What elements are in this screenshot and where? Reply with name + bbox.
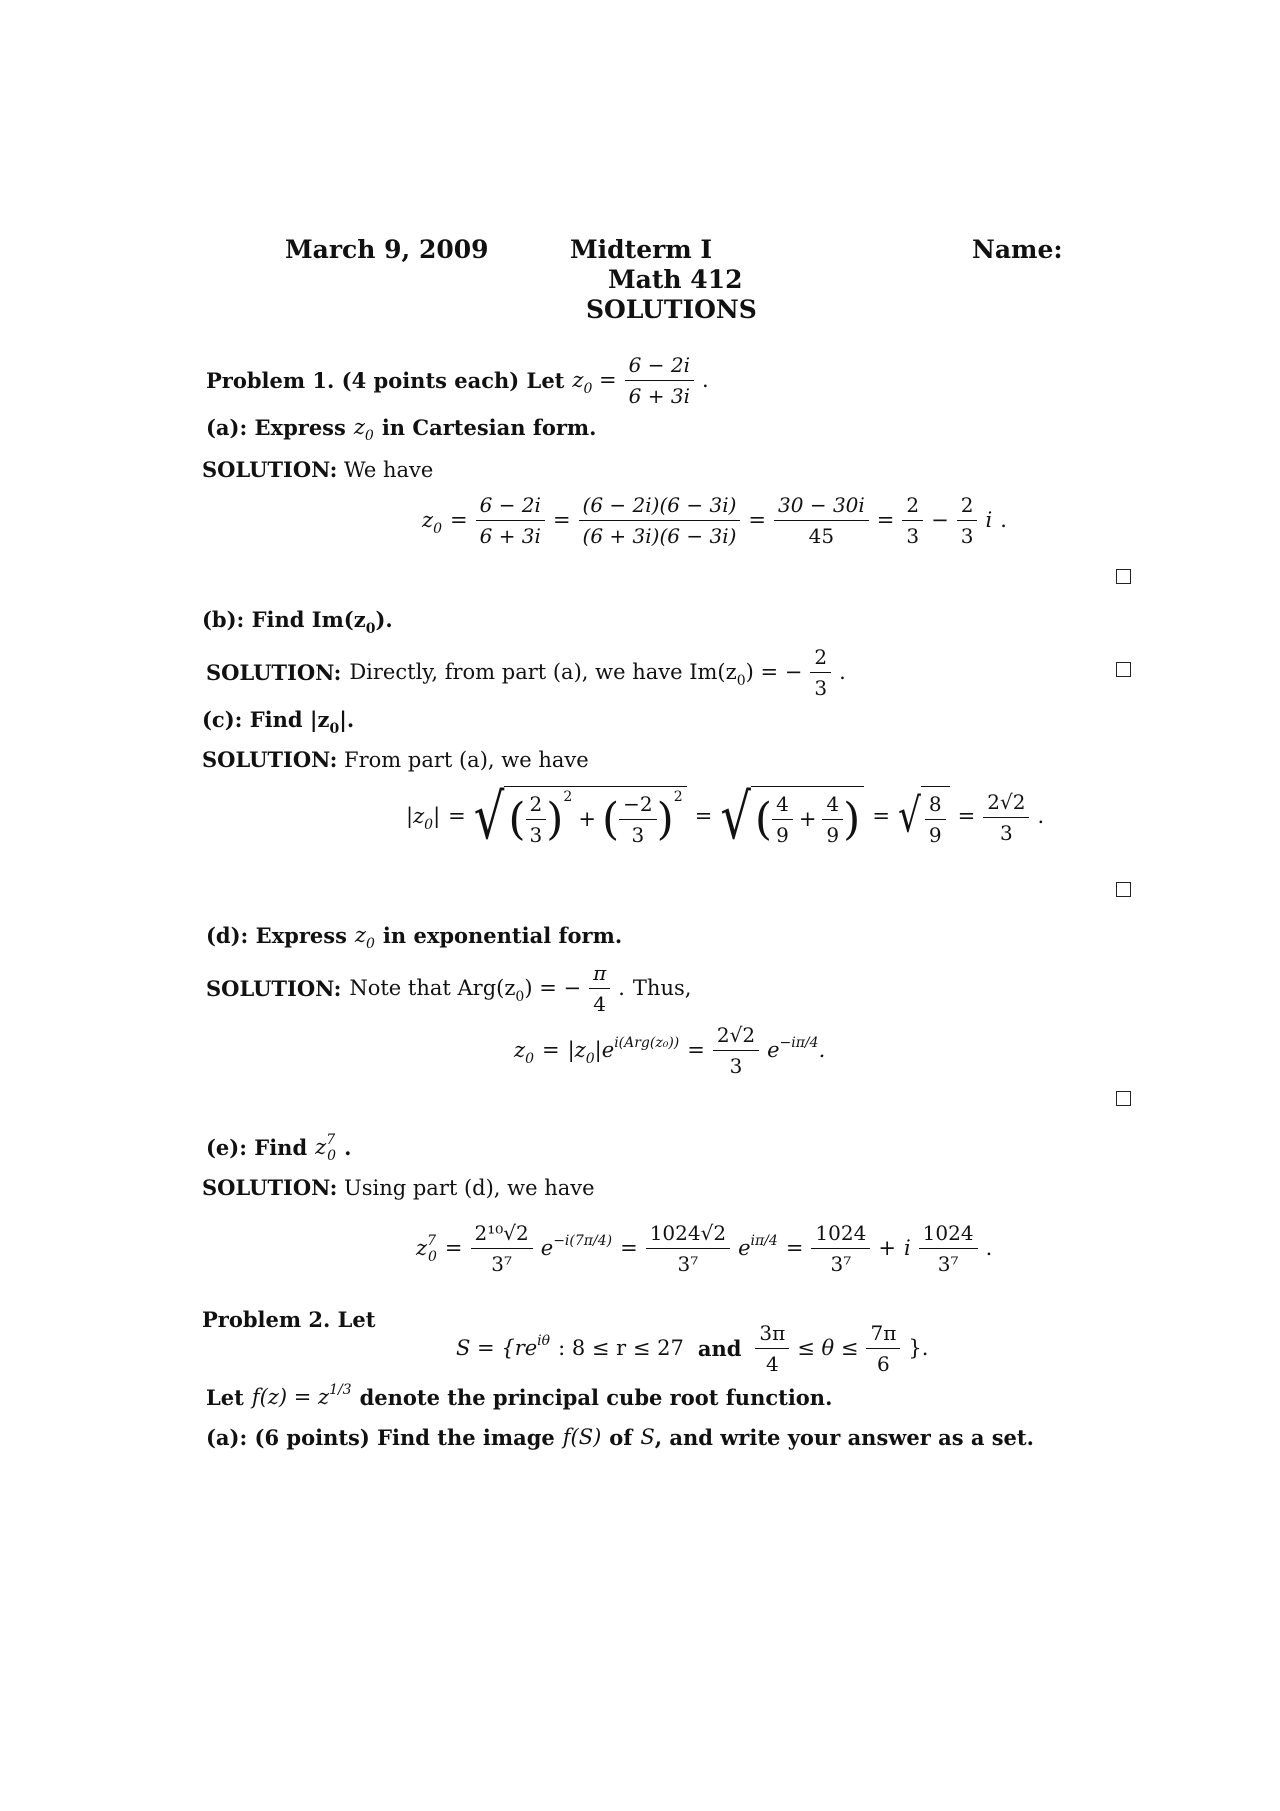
part-b-solution: SOLUTION: Directly, from part (a), we have $Im(z_0)$ = − $\frac{2}{3}$ .	[206, 645, 846, 700]
checkbox-part-c[interactable]	[1116, 882, 1131, 897]
problem-1-heading-text: Problem 1. (4 points each) Let	[206, 367, 565, 393]
part-c-equation: $|z_0|$ = √ ( $\frac{2}{3}$ ) 2 + ( $\frac{-2}{3}$ ) 2 = √ ( $\frac{4}{9}$ + $\frac{4}{9}$ ) = √ $\frac{8}{9}$ = $\frac{2√2}{3}$ .	[406, 780, 1045, 854]
problem-2-set-definition: $S = \{re^{i\theta}$ : 8 ≤ r ≤ 27 and $\frac{3\pi}{4}$ ≤ θ ≤ $\frac{7\pi}{6}$ }.	[456, 1321, 929, 1376]
solutions-heading: SOLUTIONS	[586, 295, 757, 324]
problem-2-part-a-question: (a): (6 points) Find the image f(S) of S , and write your answer as a set.	[206, 1425, 1034, 1450]
checkbox-part-d[interactable]	[1116, 1091, 1131, 1106]
exam-title: Midterm I	[570, 235, 713, 264]
checkbox-part-b[interactable]	[1116, 662, 1131, 677]
exam-date: March 9, 2009	[285, 235, 489, 264]
problem-2-heading: Problem 2. Let	[202, 1307, 376, 1332]
part-a-solution-intro: SOLUTION: We have	[202, 457, 434, 482]
part-d-question: (d): Express $z_0$ in exponential form.	[206, 923, 623, 952]
problem-2-function-definition: Let $f(z) = z^{1/3}$ denote the principal cube root function.	[206, 1382, 833, 1410]
part-d-solution: SOLUTION: Note that $Arg(z_0)$ = − $\frac{\pi}{4}$ . Thus,	[206, 961, 692, 1016]
part-b-question: (b): Find $Im(z_0)$.	[202, 607, 393, 637]
part-e-equation: $z^7_0$ = $\frac{\text{2¹⁰√2}}{\text{3⁷}}$ $e^{-i(7\pi/4)}$ = $\frac{1024√2}{\text{3⁷}}$ $e^{i\pi/4}$ = $\frac{1024}{\text{3⁷}}$ + i $\frac{1024}{\text{3⁷}}$ .	[416, 1221, 993, 1276]
part-a-question: (a): Express $z_0$ in Cartesian form.	[206, 415, 597, 444]
part-e-question: (e): Find $z^7_0$ .	[206, 1132, 352, 1164]
z0-definition-fraction: $\frac{6 - 2i}{6 + 3i}$	[625, 352, 694, 409]
name-label: Name:	[972, 235, 1063, 264]
problem-1-heading: Problem 1. (4 points each) Let $z_0$ = $\frac{6 - 2i}{6 + 3i}$ .	[206, 353, 709, 408]
part-e-solution-intro: SOLUTION: Using part (d), we have	[202, 1175, 595, 1200]
checkbox-part-a[interactable]	[1116, 569, 1131, 584]
part-c-question: (c): Find $|z_0|$.	[202, 707, 355, 737]
course-code: Math 412	[608, 265, 743, 294]
part-d-equation: $z_0$ = $|z_0|e^{i(Arg(z_0))}$ = $\frac{2√2}{3}$ $e^{-i\pi/4}$.	[514, 1023, 826, 1078]
part-a-equation: $z_0$ = $\frac{6 - 2i}{6 + 3i}$ = $\frac{(6 - 2i)(6 - 3i)}{(6 + 3i)(6 - 3i)}$ = $\frac{30 - 30i}{45}$ = $\frac{2}{3}$ − $\frac{2}{3}$ i .	[422, 493, 1007, 548]
part-c-solution-intro: SOLUTION: From part (a), we have	[202, 747, 589, 772]
